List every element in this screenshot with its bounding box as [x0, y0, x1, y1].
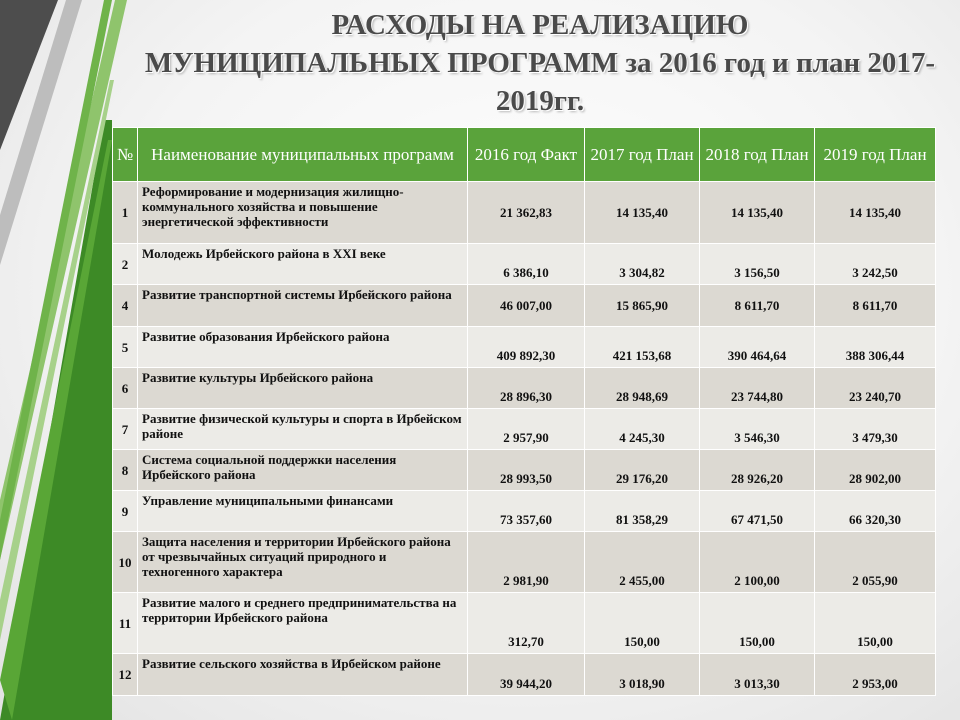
value-2019: 8 611,70: [815, 285, 936, 327]
header-num: №: [113, 128, 138, 182]
value-2016: 46 007,00: [468, 285, 585, 327]
value-2018: 150,00: [700, 593, 815, 654]
header-name: Наименование муниципальных программ: [138, 128, 468, 182]
expenses-table: [112, 127, 936, 696]
value-2016: 6 386,10: [468, 244, 585, 285]
value-2016: 28 993,50: [468, 450, 585, 491]
row-num: 9: [113, 491, 138, 532]
title-line-1: РАСХОДЫ НА РЕАЛИЗАЦИЮ: [331, 9, 749, 41]
value-2019: 3 479,30: [815, 409, 936, 450]
value-2018: 3 013,30: [700, 654, 815, 696]
value-2017: 4 245,30: [585, 409, 700, 450]
program-name: Развитие транспортной системы Ирбейского района: [138, 285, 468, 327]
value-2018: 14 135,40: [700, 182, 815, 244]
value-2016: 21 362,83: [468, 182, 585, 244]
value-2017: 14 135,40: [585, 182, 700, 244]
value-2017: 81 358,29: [585, 491, 700, 532]
program-name: Молодежь Ирбейского района в XXI веке: [138, 244, 468, 285]
row-num: 11: [113, 593, 138, 654]
row-num: 4: [113, 285, 138, 327]
value-2019: 2 953,00: [815, 654, 936, 696]
row-num: 12: [113, 654, 138, 696]
table-row: [113, 368, 936, 409]
value-2016: 409 892,30: [468, 327, 585, 368]
table-row: [113, 532, 936, 593]
value-2016: 2 981,90: [468, 532, 585, 593]
value-2017: 3 018,90: [585, 654, 700, 696]
header-2017: 2017 год План: [585, 128, 700, 182]
value-2016: 28 896,30: [468, 368, 585, 409]
table-row: [113, 182, 936, 244]
table-row: [113, 327, 936, 368]
row-num: 7: [113, 409, 138, 450]
table-row: [113, 491, 936, 532]
program-name: Система социальной поддержки населения Ирбейского района: [138, 450, 468, 491]
value-2019: 150,00: [815, 593, 936, 654]
value-2018: 3 156,50: [700, 244, 815, 285]
value-2018: 2 100,00: [700, 532, 815, 593]
value-2016: 39 944,20: [468, 654, 585, 696]
value-2019: 23 240,70: [815, 368, 936, 409]
header-2018: 2018 год План: [700, 128, 815, 182]
value-2016: 73 357,60: [468, 491, 585, 532]
row-num: 2: [113, 244, 138, 285]
row-num: 6: [113, 368, 138, 409]
title-line-3: 2019гг.: [495, 85, 585, 117]
value-2019: 3 242,50: [815, 244, 936, 285]
value-2017: 421 153,68: [585, 327, 700, 368]
value-2017: 2 455,00: [585, 532, 700, 593]
value-2019: 14 135,40: [815, 182, 936, 244]
header-2016: 2016 год Факт: [468, 128, 585, 182]
table-header-row: [113, 128, 936, 182]
program-name: Развитие малого и среднего предпринимательства на территории Ирбейского района: [138, 593, 468, 654]
row-num: 10: [113, 532, 138, 593]
value-2018: 67 471,50: [700, 491, 815, 532]
program-name: Развитие культуры Ирбейского района: [138, 368, 468, 409]
slide-title: [110, 6, 960, 120]
table-row: [113, 450, 936, 491]
value-2019: 2 055,90: [815, 532, 936, 593]
value-2019: 66 320,30: [815, 491, 936, 532]
program-name: Развитие образования Ирбейского района: [138, 327, 468, 368]
header-2019: 2019 год План: [815, 128, 936, 182]
program-name: Развитие физической культуры и спорта в Ирбейском районе: [138, 409, 468, 450]
value-2016: 2 957,90: [468, 409, 585, 450]
table-row: [113, 409, 936, 450]
table-row: [113, 654, 936, 696]
value-2018: 390 464,64: [700, 327, 815, 368]
value-2018: 28 926,20: [700, 450, 815, 491]
row-num: 5: [113, 327, 138, 368]
row-num: 1: [113, 182, 138, 244]
table-row: [113, 593, 936, 654]
program-name: Реформирование и модернизация жилищно-коммунального хозяйства и повышение энергетической эффективности: [138, 182, 468, 244]
value-2019: 28 902,00: [815, 450, 936, 491]
program-name: Развитие сельского хозяйства в Ирбейском районе: [138, 654, 468, 696]
value-2018: 8 611,70: [700, 285, 815, 327]
table-row: [113, 244, 936, 285]
value-2017: 3 304,82: [585, 244, 700, 285]
row-num: 8: [113, 450, 138, 491]
title-line-2: МУНИЦИПАЛЬНЫХ ПРОГРАММ за 2016 год и план 2017-: [144, 47, 936, 79]
table-row: [113, 285, 936, 327]
value-2017: 15 865,90: [585, 285, 700, 327]
value-2018: 3 546,30: [700, 409, 815, 450]
program-name: Управление муниципальными финансами: [138, 491, 468, 532]
value-2016: 312,70: [468, 593, 585, 654]
value-2017: 29 176,20: [585, 450, 700, 491]
value-2019: 388 306,44: [815, 327, 936, 368]
value-2017: 28 948,69: [585, 368, 700, 409]
value-2017: 150,00: [585, 593, 700, 654]
value-2018: 23 744,80: [700, 368, 815, 409]
program-name: Защита населения и территории Ирбейского района от чрезвычайных ситуаций природного и техногенного характера: [138, 532, 468, 593]
